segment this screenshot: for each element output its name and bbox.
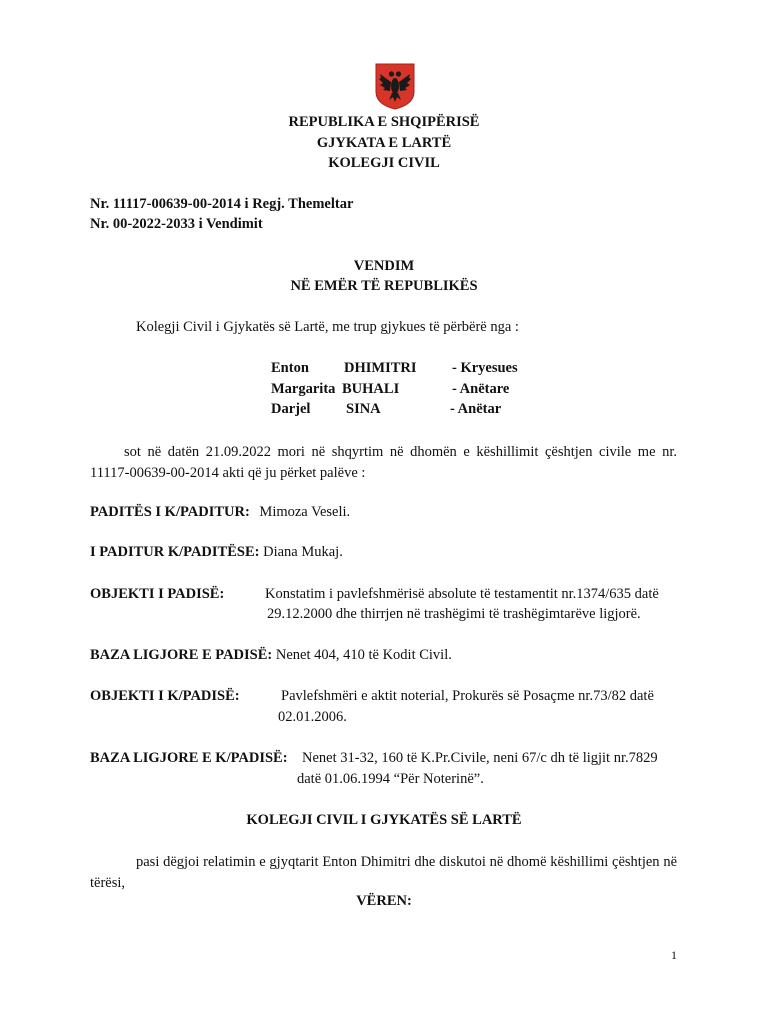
defendant-name: Diana Mukaj. <box>263 544 343 560</box>
header-court: GJYKATA E LARTË <box>316 135 452 151</box>
plaintiff-line <box>90 504 350 521</box>
counterclaim-basis-text-1: Nenet 31-32, 160 të K.Pr.Civile, neni 67/c dh të ligjit nr.7829 <box>302 750 658 766</box>
defendant-line <box>90 544 343 561</box>
claim-basis-label: BAZA LIGJORE E PADISË: <box>90 647 273 663</box>
counterclaim-basis-text-2: datë 01.06.1994 “Për Noterinë”. <box>297 771 484 787</box>
judge-role: - Anëtar <box>450 401 502 417</box>
header-college: KOLEGJI CIVIL <box>328 155 440 171</box>
claim-basis-text: Nenet 404, 410 të Kodit Civil. <box>275 647 452 663</box>
decision-number: Nr. 00-2022-2033 i Vendimit <box>90 216 263 232</box>
claim-object-text-2: 29.12.2000 dhe thirrjen në trashëgimi të trashëgimtarëve ligjorë. <box>267 606 641 622</box>
judge-role: - Kryesues <box>452 360 518 376</box>
albania-coat-of-arms-logo <box>374 62 416 110</box>
judge-first-name: Darjel <box>271 401 311 417</box>
deliberation-paragraph: pasi dëgjoi relatimin e gjyqtarit Enton Dhimitri dhe diskutoi në dhomë këshillimi çështjen në tërësi, <box>90 854 677 891</box>
counterclaim-basis-label: BAZA LIGJORE E K/PADISË: <box>90 750 288 766</box>
defendant-label: I PADITUR K/PADITËSE: <box>90 544 260 560</box>
judge-first-name: Enton <box>271 360 309 376</box>
page-number: 1 <box>671 948 677 962</box>
counterclaim-object-label: OBJEKTI I K/PADISË: <box>90 688 240 704</box>
plaintiff-name: Mimoza Veseli. <box>259 504 351 520</box>
claim-object-text-1: Konstatim i pavlefshmërisë absolute të testamentit nr.1374/635 datë <box>265 586 659 602</box>
registry-number: Nr. 11117-00639-00-2014 i Regj. Themeltar <box>90 196 354 212</box>
judge-first-name: Margarita <box>271 381 336 397</box>
header-republic: REPUBLIKA E SHQIPËRISË <box>288 114 480 130</box>
intro-text: Kolegji Civil i Gjykatës së Lartë, me trup gjykues të përbërë nga : <box>136 319 519 335</box>
counterclaim-object-text-1: Pavlefshmëri e aktit noterial, Prokurës së Posaçme nr.73/82 datë <box>281 688 654 704</box>
college-heading: KOLEGJI CIVIL I GJYKATËS SË LARTË <box>246 812 522 828</box>
judge-last-name: BUHALI <box>342 381 400 397</box>
session-paragraph: sot në datën 21.09.2022 mori në shqyrtim në dhomën e këshillimit çështjen civile me nr. 11117-00639-00-2014 akti që ju përket palëve : <box>90 444 677 481</box>
finds-heading: VËREN: <box>356 893 412 909</box>
counterclaim-object-text-2: 02.01.2006. <box>278 709 347 725</box>
document-title: VENDIM <box>353 258 415 274</box>
plaintiff-label: PADITËS I K/PADITUR: <box>90 504 250 520</box>
judge-last-name: SINA <box>346 401 381 417</box>
claim-object-label: OBJEKTI I PADISË: <box>90 586 225 602</box>
document-subtitle: NË EMËR TË REPUBLIKËS <box>290 278 478 294</box>
claim-basis-line <box>90 647 452 664</box>
judge-last-name: DHIMITRI <box>344 360 417 376</box>
judge-role: - Anëtare <box>452 381 510 397</box>
